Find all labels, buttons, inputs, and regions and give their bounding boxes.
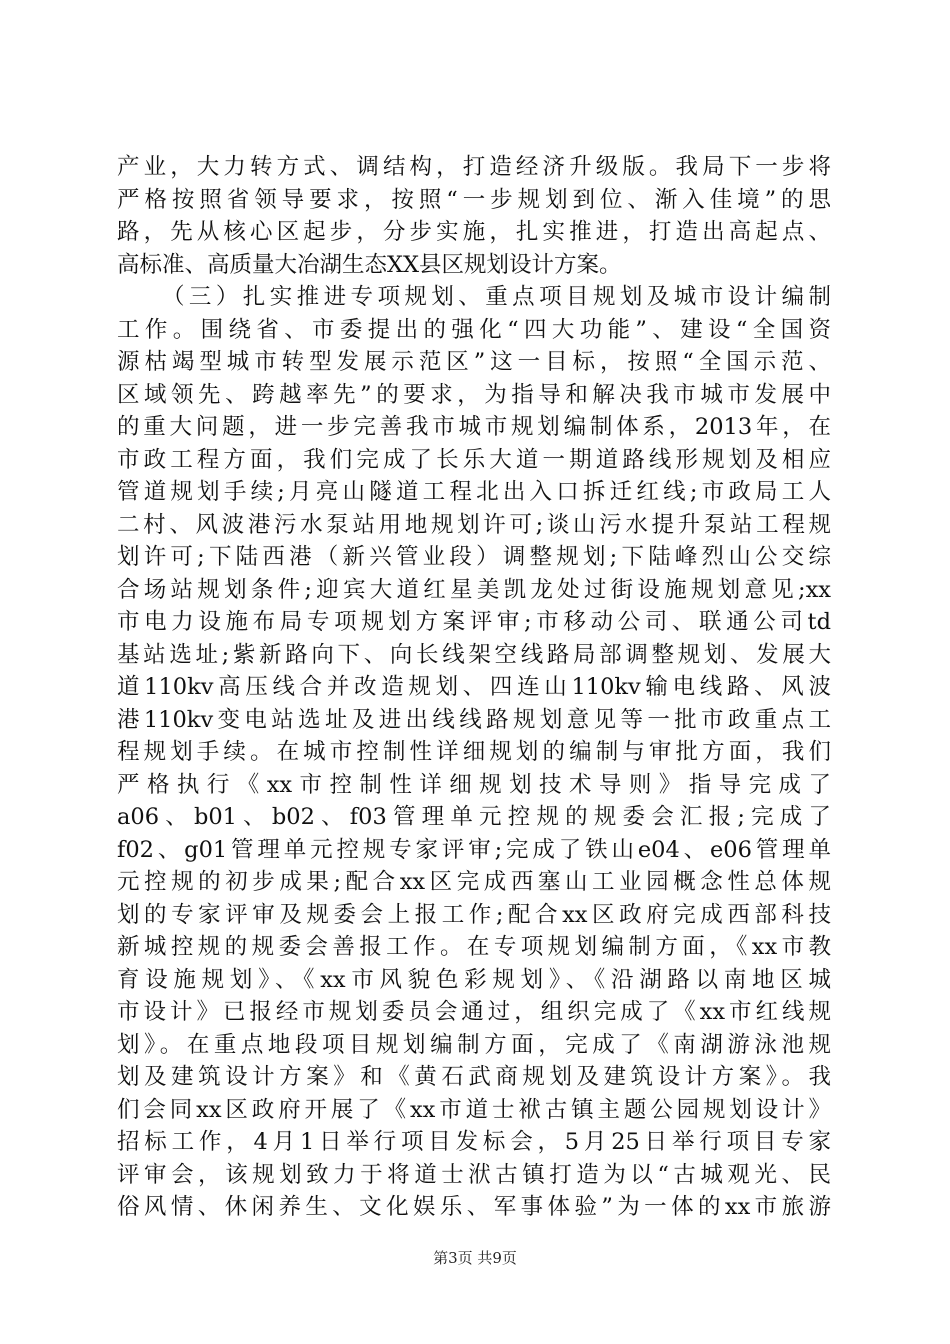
text-line: 源枯竭型城市转型发展示范区”这一目标，按照“全国示范、 (117, 349, 831, 375)
text-line: 工作。围绕省、市委提出的强化“四大功能”、建设“全国资 (117, 316, 831, 343)
text-line: 市设计》已报经市规划委员会通过，组织完成了《xx市红线规 (117, 999, 831, 1025)
text-line: 港110kv变电站选址及进出线线路规划意见等一批市政重点工 (117, 706, 831, 733)
text-line: 区域领先、跨越率先”的要求，为指导和解决我市城市发展中 (117, 381, 831, 408)
text-line: f02、g01管理单元控规专家评审;完成了铁山e04、e06管理单 (117, 836, 831, 863)
text-line: 严格按照省领导要求，按照“一步规划到位、渐入佳境”的思 (117, 186, 831, 213)
text-line: 市政工程方面，我们完成了长乐大道一期道路线形规划及相应 (117, 446, 831, 473)
text-line: 招标工作，4月1日举行项目发标会，5月25日举行项目专家 (117, 1129, 831, 1155)
text-line: 程规划手续。在城市控制性详细规划的编制与审批方面，我们 (117, 739, 831, 765)
text-line: 高标准、高质量大冶湖生态XX县区规划设计方案。 (117, 251, 622, 278)
text-line: 市电力设施布局专项规划方案评审;市移动公司、联通公司td (117, 609, 831, 635)
text-line: 严格执行《xx市控制性详细规划技术导则》指导完成了 (117, 771, 831, 798)
text-line: （三）扎实推进专项规划、重点项目规划及城市设计编制 (162, 284, 831, 310)
text-line: 元控规的初步成果;配合xx区完成西塞山工业园概念性总体规 (117, 869, 831, 895)
text-line: 路，先从核心区起步，分步实施，扎实推进，打造出高起点、 (117, 219, 831, 245)
text-line: 产业，大力转方式、调结构，打造经济升级版。我局下一步将 (117, 154, 831, 180)
text-line: 基站选址;紫新路向下、向长线架空线路局部调整规划、发展大 (117, 641, 831, 668)
text-line: a06、b01、b02、f03管理单元控规的规委会汇报;完成了 (117, 804, 831, 830)
text-line: 评审会，该规划致力于将道士洑古镇打造为以“古城观光、民 (117, 1161, 831, 1188)
text-line: 俗风情、休闲养生、文化娱乐、军事体验”为一体的xx市旅游 (117, 1194, 831, 1220)
text-line: 育设施规划》、《xx市风貌色彩规划》、《沿湖路以南地区城 (117, 966, 831, 993)
document-body (117, 151, 831, 1224)
text-line: 划许可;下陆西港（新兴管业段）调整规划;下陆峰烈山公交综 (117, 544, 831, 570)
text-line: 划》。在重点地段项目规划编制方面，完成了《南湖游泳池规 (117, 1031, 831, 1058)
text-line: 划及建筑设计方案》和《黄石武商规划及建筑设计方案》。我 (117, 1064, 831, 1090)
page-number-footer: 第3页 共9页 (433, 1249, 517, 1267)
text-line: 们会同xx区政府开展了《xx市道士袱古镇主题公园规划设计》 (117, 1096, 831, 1123)
text-line: 管道规划手续;月亮山隧道工程北出入口拆迁红线;市政局工人 (117, 479, 831, 505)
text-line: 二村、风波港污水泵站用地规划许可;谈山污水提升泵站工程规 (117, 511, 831, 538)
text-line: 的重大问题，进一步完善我市城市规划编制体系，2013年，在 (117, 414, 831, 440)
text-line: 合场站规划条件;迎宾大道红星美凯龙处过街设施规划意见;xx (117, 576, 831, 603)
text-line: 道110kv高压线合并改造规划、四连山110kv输电线路、风波 (117, 674, 831, 700)
text-line: 新城控规的规委会善报工作。在专项规划编制方面，《xx市教 (117, 934, 831, 960)
text-line: 划的专家评审及规委会上报工作;配合xx区政府完成西部科技 (117, 901, 831, 928)
